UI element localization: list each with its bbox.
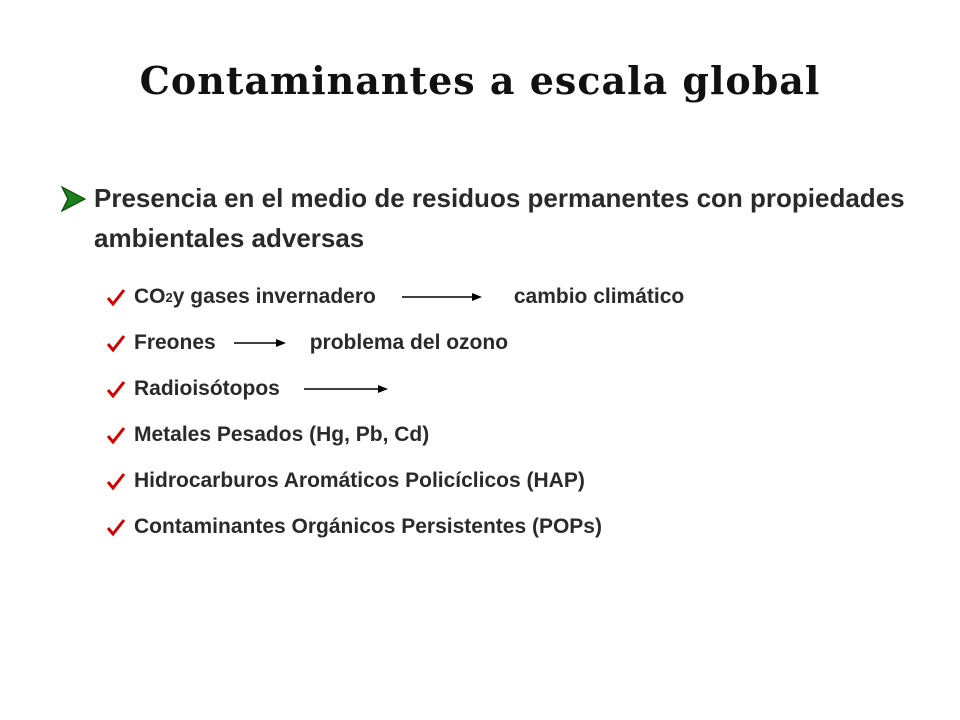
- list-item-hap: [106, 458, 926, 504]
- item-subscript: 2: [165, 289, 173, 305]
- item-label: Radioisótopos: [134, 377, 280, 400]
- item-result: cambio climático: [513, 285, 685, 308]
- list-item-radioisotopos: [106, 366, 926, 412]
- arrow-right-icon: [304, 383, 388, 395]
- check-icon: [106, 287, 126, 307]
- item-label: Freones: [134, 331, 216, 354]
- check-icon: [106, 333, 126, 353]
- item-label: Hidrocarburos Aromáticos Policíclicos (HAP): [134, 469, 585, 492]
- arrow-right-icon: [402, 291, 482, 303]
- item-prefix: CO: [134, 285, 166, 308]
- item-label: y gases invernadero: [172, 285, 376, 308]
- check-icon: [106, 471, 126, 491]
- sub-list: [106, 274, 926, 550]
- item-result: problema del ozono: [309, 331, 509, 354]
- arrow-right-icon: [234, 337, 286, 349]
- check-icon: [106, 425, 126, 445]
- check-icon: [106, 379, 126, 399]
- main-bullet-text: Presencia en el medio de residuos permanentes con propiedades ambientales adversas: [94, 183, 905, 253]
- list-item-freones: [106, 320, 926, 366]
- main-bullet: [58, 178, 918, 258]
- list-item-co2: [106, 274, 926, 320]
- item-label: Metales Pesados (Hg, Pb, Cd): [134, 423, 430, 446]
- check-icon: [106, 517, 126, 537]
- arrowhead-bullet-icon: [58, 184, 88, 214]
- list-item-metales: [106, 412, 926, 458]
- list-item-pops: [106, 504, 926, 550]
- slide-title: Contaminantes a escala global: [139, 58, 821, 103]
- item-label: Contaminantes Orgánicos Persistentes (POPs): [134, 515, 602, 538]
